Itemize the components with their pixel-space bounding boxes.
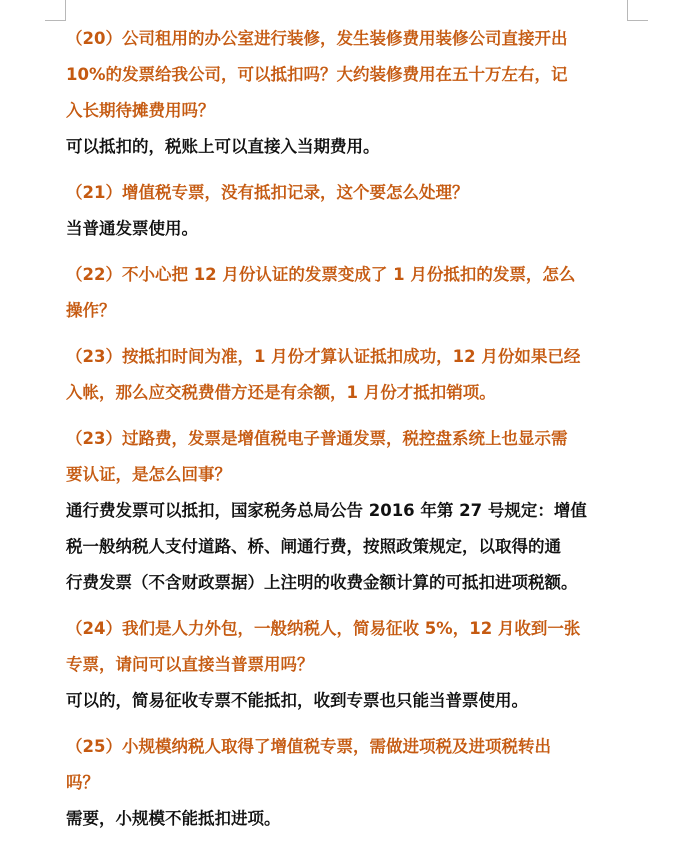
question-line: （22）不小心把 12 月份认证的发票变成了 1 月份抵扣的发票，怎么: [66, 265, 576, 284]
question-line: （24）我们是人力外包，一般纳税人，简易征收 5%，12 月收到一张: [66, 619, 581, 638]
qa-question-24: [66, 611, 641, 683]
qa-question-23a: [66, 339, 641, 411]
question-line: 吗？: [66, 773, 99, 792]
question-line: （21）增值税专票，没有抵扣记录，这个要怎么处理？: [66, 183, 469, 202]
qa-question-20: [66, 21, 641, 129]
document-body: [66, 0, 641, 837]
qa-question-25: [66, 729, 641, 801]
paragraph-gap: [66, 247, 641, 257]
paragraph-gap: [66, 719, 641, 729]
qa-answer-21: [66, 211, 641, 247]
answer-line: 可以的，简易征收专票不能抵扣，收到专票也只能当普票使用。: [66, 691, 528, 710]
answer-line: 通行费发票可以抵扣，国家税务总局公告 2016 年第 27 号规定：增值: [66, 501, 587, 520]
question-line: 专票，请问可以直接当普票用吗？: [66, 655, 314, 674]
qa-answer-24: [66, 683, 641, 719]
qa-answer-25: [66, 801, 641, 837]
paragraph-gap: [66, 601, 641, 611]
question-line: （20）公司租用的办公室进行装修，发生装修费用装修公司直接开出: [66, 29, 568, 48]
question-line: 10%的发票给我公司，可以抵扣吗？大约装修费用在五十万左右，记: [66, 65, 568, 84]
question-line: 入长期待摊费用吗？: [66, 101, 215, 120]
answer-line: 当普通发票使用。: [66, 219, 198, 238]
question-line: （23）过路费，发票是增值税电子普通发票，税控盘系统上也显示需: [66, 429, 568, 448]
qa-question-21: [66, 175, 641, 211]
question-line: 操作？: [66, 301, 116, 320]
qa-answer-23b: [66, 493, 641, 601]
page-corner-mark-left: [45, 0, 66, 21]
qa-answer-20: [66, 129, 641, 165]
paragraph-gap: [66, 411, 641, 421]
paragraph-gap: [66, 329, 641, 339]
answer-line: 需要，小规模不能抵扣进项。: [66, 809, 281, 828]
question-line: 要认证，是怎么回事？: [66, 465, 231, 484]
question-line: （23）按抵扣时间为准，1 月份才算认证抵扣成功，12 月份如果已经: [66, 347, 581, 366]
question-line: 入帐，那么应交税费借方还是有余额，1 月份才抵扣销项。: [66, 383, 496, 402]
answer-line: 可以抵扣的，税账上可以直接入当期费用。: [66, 137, 380, 156]
qa-question-23b: [66, 421, 641, 493]
paragraph-gap: [66, 165, 641, 175]
answer-line: 税一般纳税人支付道路、桥、闸通行费，按照政策规定，以取得的通: [66, 537, 561, 556]
answer-line: 行费发票（不含财政票据）上注明的收费金额计算的可抵扣进项税额。: [66, 573, 578, 592]
qa-question-22: [66, 257, 641, 329]
question-line: （25）小规模纳税人取得了增值税专票，需做进项税及进项税转出: [66, 737, 551, 756]
